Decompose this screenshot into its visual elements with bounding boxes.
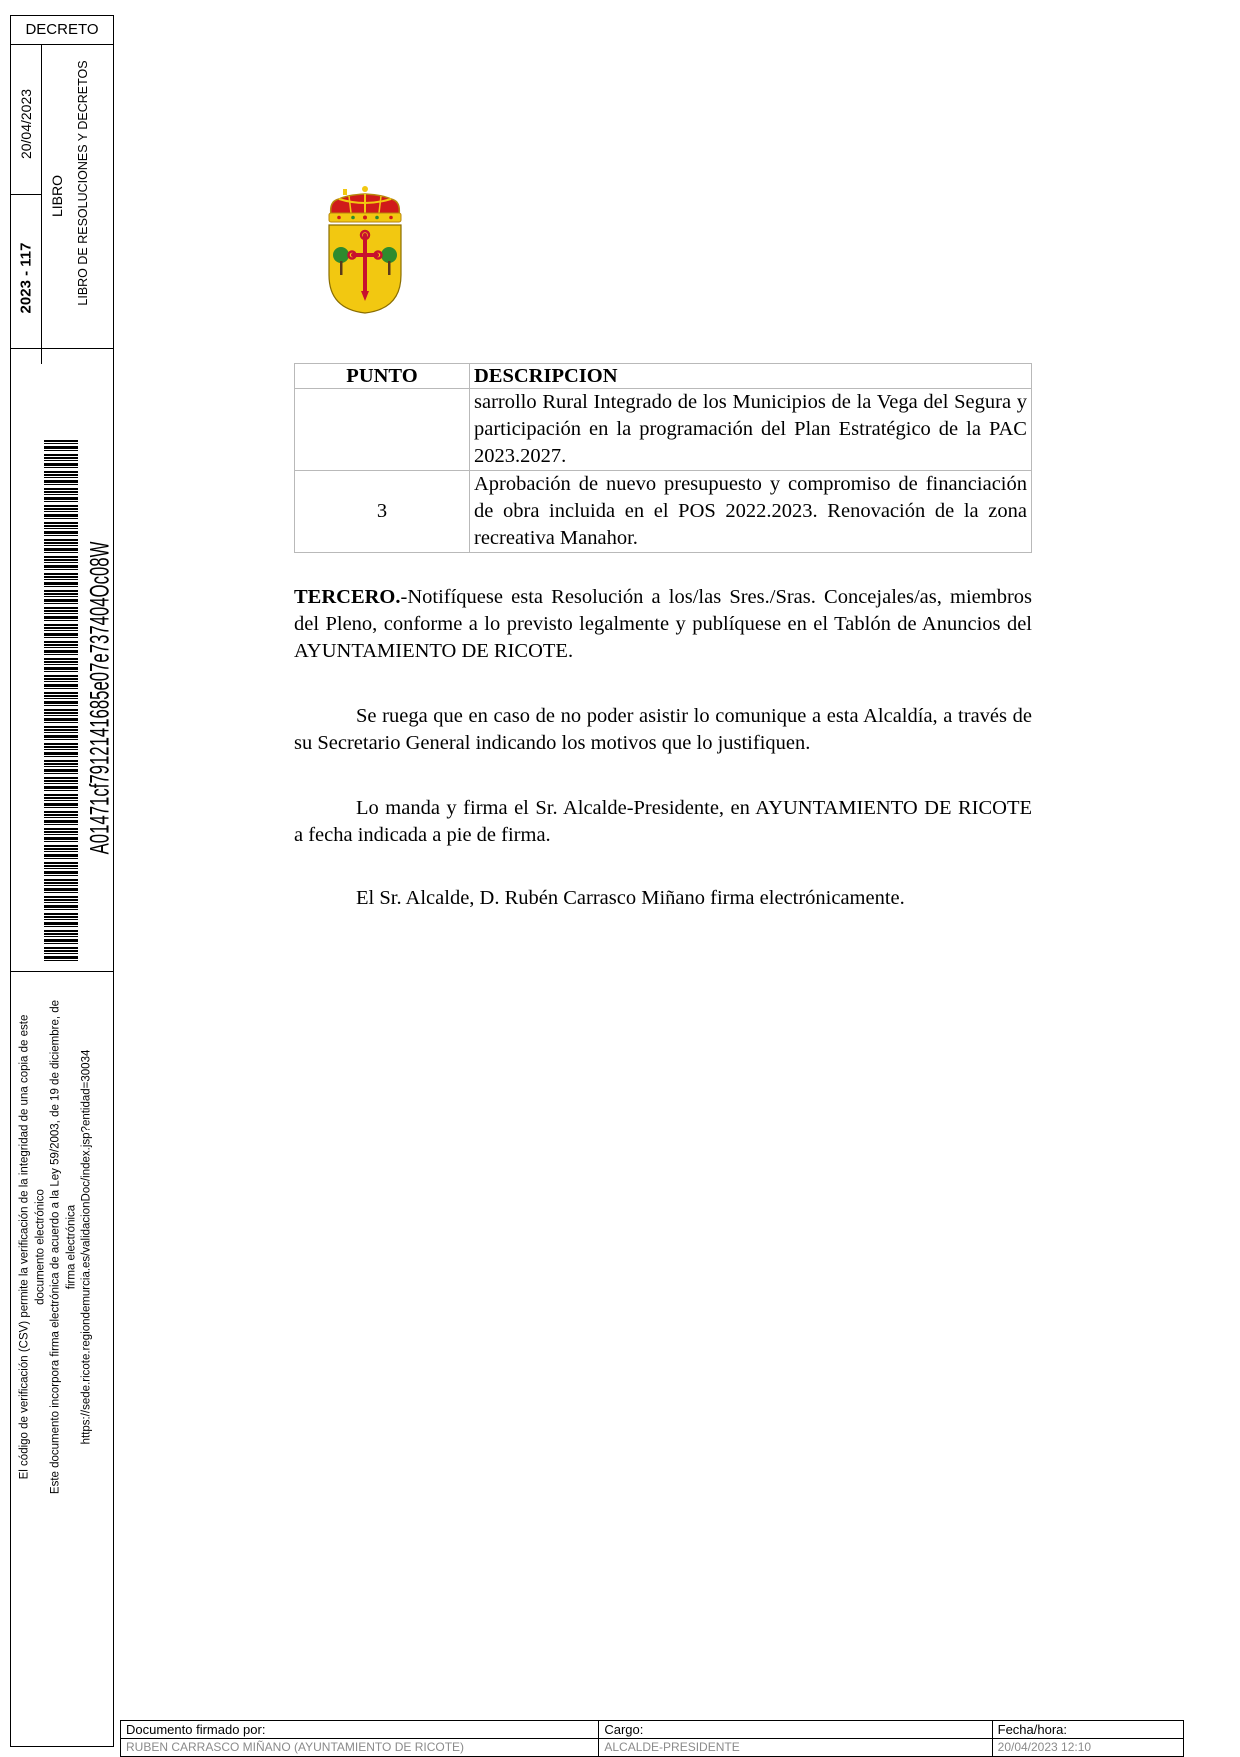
book-name: LIBRO DE RESOLUCIONES Y DECRETOS	[76, 60, 90, 306]
table-cell-punto: 3	[295, 471, 470, 553]
signed-by-value: RUBEN CARRASCO MIÑANO (AYUNTAMIENTO DE RICOTE)	[121, 1739, 599, 1757]
signature-footer	[120, 1720, 1184, 1757]
decree-number: 2023 - 117	[17, 242, 35, 314]
mayor-signature-paragraph: El Sr. Alcalde, D. Rubén Carrasco Miñano firma electrónicamente.	[356, 887, 905, 909]
legal-notice	[17, 997, 95, 1497]
table-row	[295, 389, 1032, 471]
csv-code: A01471cf7912141685e07e737404Oc08W	[84, 541, 115, 855]
table-header-row	[295, 364, 1032, 389]
cargo-label: Cargo:	[599, 1721, 992, 1739]
legal-line-2: Este documento incorpora firma electrónica de acuerdo a la Ley 59/2003, de 19 de diciembre, de firma electrónica	[49, 999, 77, 1495]
sidebar-header: DECRETO	[11, 16, 113, 45]
legal-line-1: El código de verificación (CSV) permite la verificación de la integridad de una copia de este documento electrónico	[18, 1014, 46, 1480]
agenda-table	[294, 363, 1032, 553]
tercero-paragraph	[294, 584, 1032, 665]
tercero-text: -Notifíquese esta Resolución a los/las Sres./Sras. Concejales/as, miembros del Pleno, conforme a lo previsto legalmente y publíquese en el Tablón de Anuncios del AYUNTAMIENTO DE RICOTE.	[294, 586, 1032, 662]
column-header-punto: PUNTO	[295, 364, 470, 389]
column-header-descripcion: DESCRIPCION	[470, 364, 1032, 389]
table-cell-descripcion: Aprobación de nuevo presupuesto y compromiso de financiación de obra incluida en el POS 2022.2023. Renovación de la zona recreativa Manahor.	[470, 471, 1032, 553]
book-type: LIBRO	[49, 174, 65, 218]
table-cell-descripcion: sarrollo Rural Integrado de los Municipios de la Vega del Segura y participación en la programación del Plan Estratégico de la PAC 2023.2027.	[470, 389, 1032, 471]
ricote-coat-of-arms-icon	[325, 185, 405, 317]
fecha-value: 20/04/2023 12:10	[992, 1739, 1183, 1757]
table-row	[295, 471, 1032, 553]
tercero-label: TERCERO.	[294, 586, 401, 608]
barcode-icon	[44, 440, 78, 962]
decree-date: 20/04/2023	[18, 88, 34, 160]
signature-order-paragraph: Lo manda y firma el Sr. Alcalde-Presidente, en AYUNTAMIENTO DE RICOTE a fecha indicada a pie de firma.	[294, 797, 1032, 846]
table-cell-punto	[295, 389, 470, 471]
signed-by-label: Documento firmado por:	[121, 1721, 599, 1739]
attendance-paragraph: Se ruega que en caso de no poder asistir lo comunique a esta Alcaldía, a través de su Secretario General indicando los motivos que lo justifiquen.	[294, 705, 1032, 754]
cargo-value: ALCALDE-PRESIDENTE	[599, 1739, 992, 1757]
legal-line-3[interactable]: https://sede.ricote.regiondemurcia.es/validacionDoc/index.jsp?entidad=30034	[80, 1049, 93, 1445]
fecha-label: Fecha/hora:	[992, 1721, 1183, 1739]
